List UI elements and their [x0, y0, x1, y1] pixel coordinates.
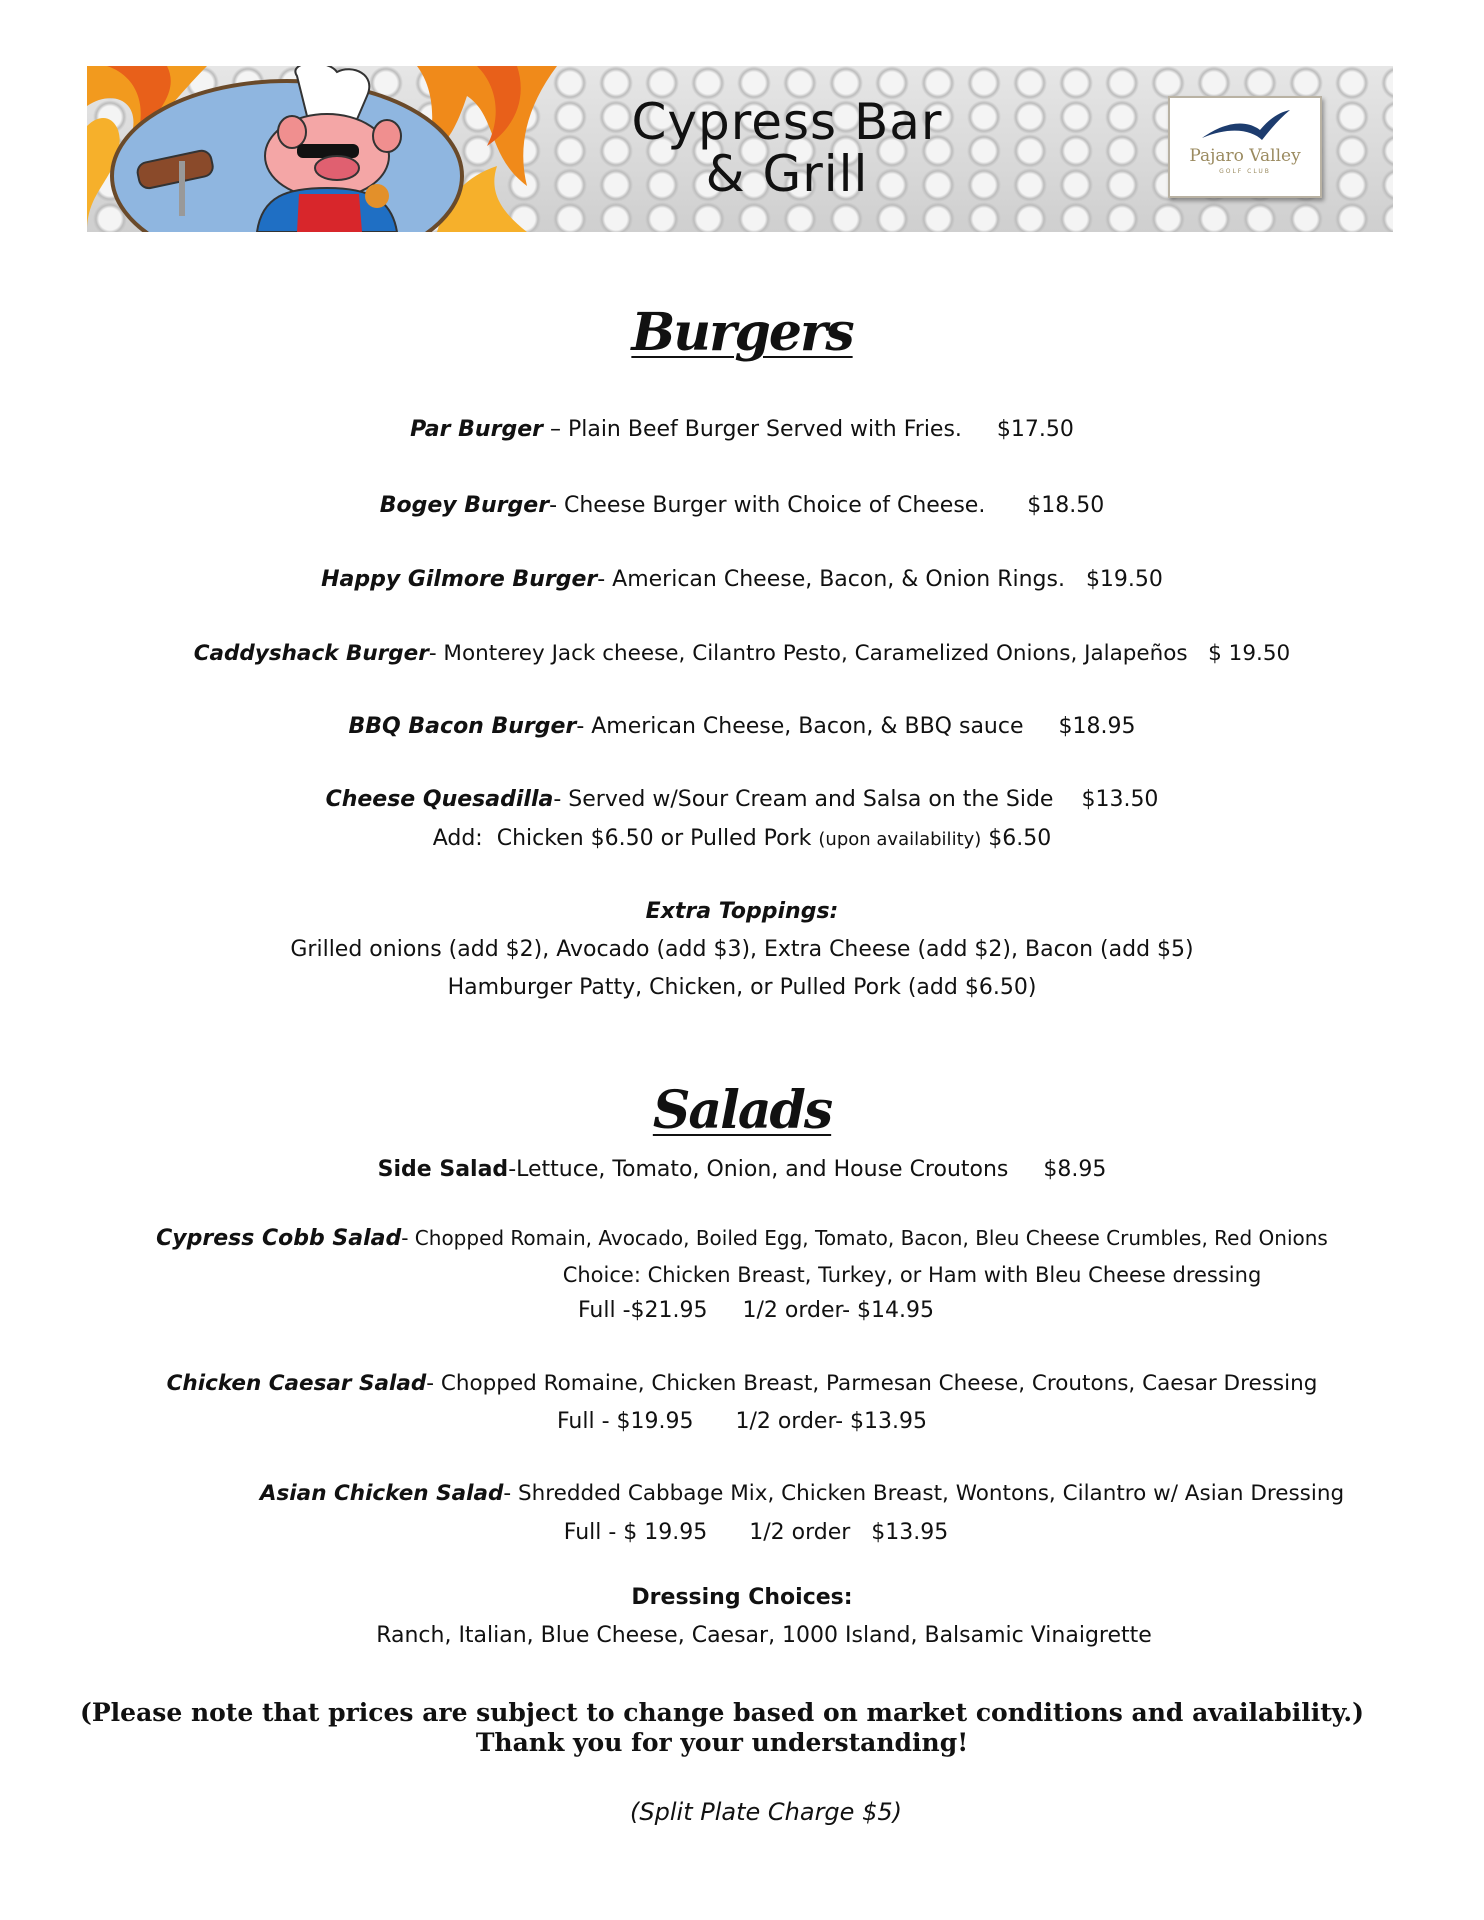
item-price: $13.50	[1081, 787, 1159, 812]
salads-heading: Salads	[652, 1080, 832, 1141]
bbq-pig-chef-illustration	[87, 66, 557, 232]
extra-toppings-heading: Extra Toppings:	[645, 899, 839, 924]
burgers-heading: Burgers	[631, 302, 853, 363]
asian-prices: Full - $ 19.95 1/2 order $13.95	[563, 1520, 949, 1545]
item-name: Side Salad	[377, 1157, 509, 1182]
menu-item-side-salad	[0, 1156, 1484, 1184]
caesar-prices: Full - $19.95 1/2 order- $13.95	[556, 1409, 928, 1434]
item-description: - American Cheese, Bacon, & BBQ sauce	[576, 714, 1024, 739]
availability-note: (upon availability)	[818, 829, 982, 850]
seagull-icon	[1200, 108, 1292, 144]
item-price: $ 19.50	[1208, 641, 1291, 666]
logo-text: Pajaro Valley	[1189, 146, 1301, 166]
menu-item-par-burger	[0, 416, 1484, 444]
dressing-choices-list: Ranch, Italian, Blue Cheese, Caesar, 1000 Island, Balsamic Vinaigrette	[376, 1623, 1152, 1648]
thank-you-note: Thank you for your understanding!	[475, 1728, 969, 1757]
item-description: - Shredded Cabbage Mix, Chicken Breast, Wontons, Cilantro w/ Asian Dressing	[503, 1481, 1345, 1506]
price-change-notice: (Please note that prices are subject to change based on market conditions and availability.)	[80, 1698, 1364, 1727]
item-name: Asian Chicken Salad	[259, 1481, 504, 1506]
title-line-2: & Grill	[705, 145, 869, 203]
item-name: Caddyshack Burger	[193, 641, 429, 666]
item-description: -Lettuce, Tomato, Onion, and House Croutons	[508, 1157, 1009, 1182]
item-name: BBQ Bacon Burger	[348, 714, 577, 739]
logo-subtext: GOLF CLUB	[1219, 168, 1271, 175]
item-name: Cheese Quesadilla	[325, 787, 554, 812]
item-name: Cypress Cobb Salad	[156, 1226, 402, 1251]
item-description: - Chopped Romain, Avocado, Boiled Egg, Tomato, Bacon, Bleu Cheese Crumbles, Red Onions	[401, 1226, 1328, 1250]
title-line-1: Cypress Bar	[631, 93, 943, 151]
item-name: Bogey Burger	[379, 493, 550, 518]
item-price: $8.95	[1043, 1157, 1107, 1182]
add-on-price: $6.50	[981, 826, 1052, 851]
item-name: Chicken Caesar Salad	[166, 1371, 427, 1396]
menu-item-happy-gilmore-burger	[0, 566, 1484, 594]
cobb-choice-line: Choice: Chicken Breast, Turkey, or Ham with Bleu Cheese dressing	[562, 1263, 1262, 1287]
restaurant-title	[607, 93, 967, 203]
item-description: - Chopped Romaine, Chicken Breast, Parmesan Cheese, Croutons, Caesar Dressing	[426, 1371, 1318, 1396]
pajaro-valley-logo	[1168, 96, 1322, 198]
menu-item-bogey-burger	[0, 492, 1484, 520]
extra-toppings-line-2: Hamburger Patty, Chicken, or Pulled Pork (add $6.50)	[447, 975, 1037, 1000]
item-name: Happy Gilmore Burger	[321, 567, 598, 592]
item-price: $18.50	[1027, 493, 1105, 518]
item-description: – Plain Beef Burger Served with Fries.	[542, 417, 962, 442]
cobb-prices: Full -$21.95 1/2 order- $14.95	[577, 1298, 935, 1323]
item-name: Par Burger	[410, 417, 543, 442]
item-price: $17.50	[996, 417, 1074, 442]
item-price: $19.50	[1085, 567, 1163, 592]
item-description: - Served w/Sour Cream and Salsa on the Side	[553, 787, 1054, 812]
dressing-choices-heading: Dressing Choices:	[631, 1585, 853, 1610]
quesadilla-add-ons	[0, 825, 1484, 854]
menu-item-bbq-bacon-burger	[0, 713, 1484, 741]
menu-item-asian-chicken-salad	[60, 1480, 1484, 1508]
item-description: - Monterey Jack cheese, Cilantro Pesto, Caramelized Onions, Jalapeños	[428, 641, 1188, 666]
menu-item-chicken-caesar-salad	[0, 1370, 1484, 1398]
menu-item-cheese-quesadilla	[0, 786, 1484, 814]
menu-item-caddyshack-burger	[0, 640, 1484, 668]
extra-toppings-line-1: Grilled onions (add $2), Avocado (add $3), Extra Cheese (add $2), Bacon (add $5)	[290, 937, 1194, 962]
add-on-text: Add: Chicken $6.50 or Pulled Pork	[432, 826, 819, 851]
menu-item-cypress-cobb-salad	[0, 1224, 1484, 1253]
item-description: - American Cheese, Bacon, & Onion Rings.	[597, 567, 1065, 592]
split-plate-charge: (Split Plate Charge $5)	[630, 1798, 902, 1826]
item-description: - Cheese Burger with Choice of Cheese.	[549, 493, 986, 518]
header-banner	[87, 66, 1393, 232]
item-price: $18.95	[1058, 714, 1136, 739]
